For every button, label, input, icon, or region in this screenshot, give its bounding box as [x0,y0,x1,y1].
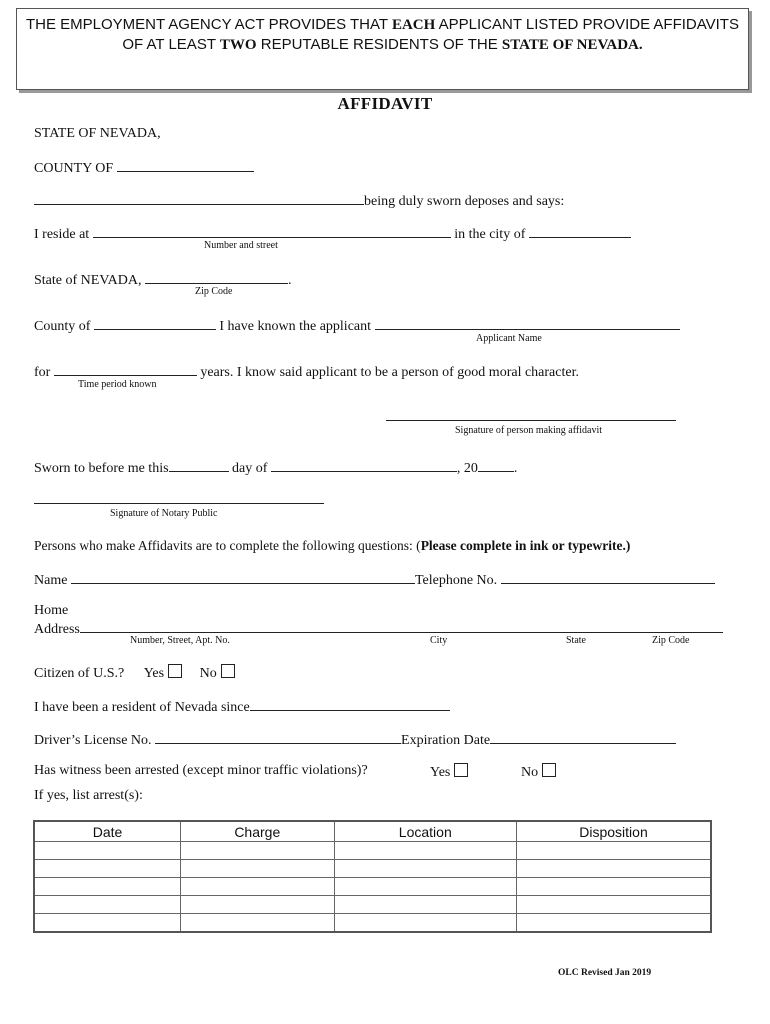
time-caption: Time period known [78,379,157,390]
sworn-period: . [513,461,518,476]
table-row [34,896,711,914]
sworn-label: Sworn to before me this [34,461,169,476]
year-prefix: , 20 [456,461,478,476]
citizen-no-label: No [199,666,217,681]
revision-footer: OLC Revised Jan 2019 [558,968,652,978]
citizen-no-checkbox[interactable] [221,664,235,678]
date-cell[interactable] [34,896,181,914]
resident-row [34,697,450,716]
addr-caption-zip: Zip Code [652,635,690,646]
deponent-name-field[interactable] [34,191,364,205]
for-label: for [34,365,51,380]
location-cell[interactable] [334,914,516,933]
table-row [34,914,711,933]
sworn-row [34,458,517,477]
county-of-label: County of [34,319,91,334]
arrested-yes-group [430,763,468,781]
location-cell[interactable] [334,878,516,896]
date-cell[interactable] [34,914,181,933]
notice-line2-pre: OF AT LEAST [122,36,220,53]
county-field[interactable] [117,158,254,172]
license-field[interactable] [155,730,401,744]
notary-caption: Signature of Notary Public [110,508,218,519]
addr-caption-city: City [430,635,448,646]
citizen-yes-checkbox[interactable] [168,664,182,678]
arrested-yes-checkbox[interactable] [454,763,468,777]
disposition-cell[interactable] [517,914,712,933]
affiant-signature-line[interactable] [386,420,676,421]
period: . [287,273,292,288]
name-field[interactable] [71,570,415,584]
sworn-month-field[interactable] [271,458,457,472]
citizen-row [34,664,235,682]
license-label: Driver’s License No. [34,733,152,748]
arrested-no-checkbox[interactable] [542,763,556,777]
header-location: Location [334,821,516,842]
county-label: COUNTY OF [34,161,114,176]
expiration-field[interactable] [490,730,676,744]
street-address-field[interactable] [93,224,451,238]
county-of-field[interactable] [94,316,216,330]
county-known-row [34,316,680,335]
notice-line1-bold: EACH [391,17,436,33]
page-title: AFFIDAVIT [337,94,433,113]
disposition-cell[interactable] [517,842,712,860]
header-date: Date [34,821,181,842]
date-cell[interactable] [34,842,181,860]
notice-line1-pre: THE EMPLOYMENT AGENCY ACT PROVIDES THAT [26,16,392,33]
arrest-table-header [34,821,711,842]
telephone-field[interactable] [501,570,715,584]
date-cell[interactable] [34,860,181,878]
arrested-yes-label: Yes [430,765,451,780]
resident-label: I have been a resident of Nevada since [34,700,250,715]
citizen-yes-label: Yes [143,666,165,681]
name-label: Name [34,573,68,588]
time-known-field[interactable] [54,362,197,376]
number-street-caption: Number and street [204,240,278,251]
charge-cell[interactable] [181,878,335,896]
state-zip-row [34,270,291,289]
date-cell[interactable] [34,878,181,896]
deponent-row [34,191,564,210]
home-label: Home [34,603,69,618]
zip-field[interactable] [145,270,288,284]
table-row [34,842,711,860]
arrested-no-group [521,763,556,781]
header-disposition: Disposition [517,821,712,842]
notice-line2-bold1: TWO [219,37,257,53]
sworn-year-field[interactable] [478,458,514,472]
reside-row [34,224,631,243]
city-field[interactable] [529,224,631,238]
charge-cell[interactable] [181,896,335,914]
address-label: Address [34,622,80,637]
state-label: STATE OF NEVADA, [34,126,161,141]
state-nevada-label: State of NEVADA, [34,273,142,288]
expiration-label: Expiration Date [401,733,491,748]
name-row [34,570,715,589]
zip-caption: Zip Code [195,286,233,297]
years-text: years. I know said applicant to be a person of good moral character. [200,365,579,380]
location-cell[interactable] [334,896,516,914]
arrested-label: Has witness been arrested (except minor traffic violations)? [34,763,368,778]
license-row [34,730,676,749]
notice-line2-mid: REPUTABLE RESIDENTS OF THE [256,36,502,53]
reside-label: I reside at [34,227,90,242]
county-row [34,158,254,177]
day-of-label: day of [232,461,268,476]
citizen-label: Citizen of U.S.? [34,666,125,681]
table-row [34,860,711,878]
charge-cell[interactable] [181,842,335,860]
disposition-cell[interactable] [517,878,712,896]
notary-signature-line[interactable] [34,503,324,504]
list-arrests-label: If yes, list arrest(s): [34,788,143,803]
location-cell[interactable] [334,842,516,860]
affiant-signature-caption: Signature of person making affidavit [455,425,603,436]
applicant-caption: Applicant Name [476,333,542,344]
resident-since-field[interactable] [250,697,450,711]
city-label: in the city of [454,227,526,242]
location-cell[interactable] [334,860,516,878]
notice-box [16,8,749,90]
disposition-cell[interactable] [517,860,712,878]
header-charge: Charge [181,821,335,842]
notice-text [17,9,748,55]
telephone-label: Telephone No. [414,573,498,588]
notice-line2-bold2: STATE OF NEVADA. [501,37,643,53]
charge-cell[interactable] [181,914,335,933]
addr-caption-state: State [566,635,586,646]
applicant-name-field[interactable] [375,316,680,330]
arrested-no-label: No [521,765,539,780]
questions-intro-text: Persons who make Affidavits are to complete the following questions: ( [34,538,421,553]
known-label: I have known the applicant [219,319,372,334]
arrest-table [33,820,712,933]
questions-intro [34,538,630,554]
disposition-cell[interactable] [517,896,712,914]
table-row [34,878,711,896]
sworn-day-field[interactable] [169,458,229,472]
deposes-label: being duly sworn deposes and says: [364,194,565,209]
addr-caption-street: Number, Street, Apt. No. [130,635,230,646]
questions-intro-bold: Please complete in ink or typewrite.) [420,538,631,553]
home-address-field[interactable] [80,619,723,633]
notice-line1-post: APPLICANT LISTED PROVIDE AFFIDAVITS [435,16,739,33]
charge-cell[interactable] [181,860,335,878]
